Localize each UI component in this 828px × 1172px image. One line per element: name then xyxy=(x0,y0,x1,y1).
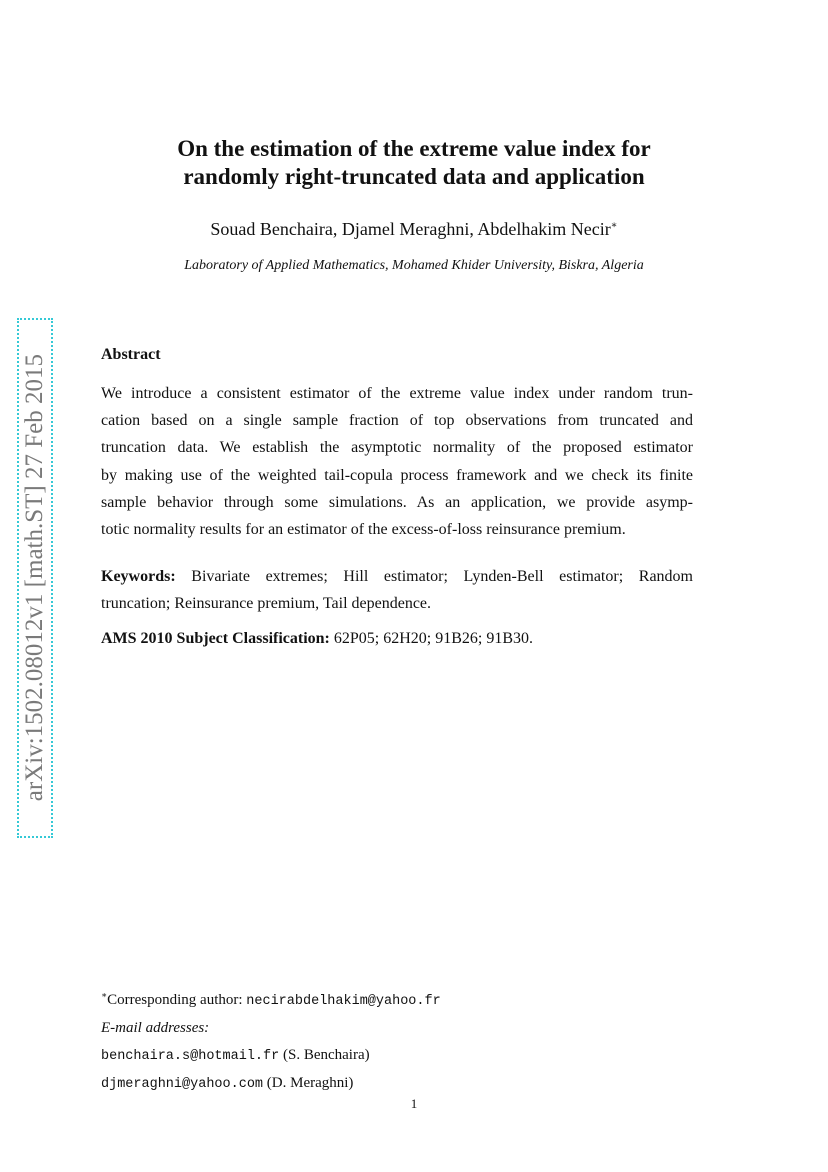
email-entry xyxy=(101,1075,353,1092)
ams-value: 62P05; 62H20; 91B26; 91B30. xyxy=(333,630,534,647)
footnote-mark: ∗ xyxy=(101,990,108,1000)
abstract-heading: Abstract xyxy=(101,346,161,363)
abstract-line: We introduce a consistent estimator of the extreme value index under random trun- xyxy=(101,385,693,402)
page-number: 1 xyxy=(410,1096,418,1111)
keywords-line-1 xyxy=(101,563,693,590)
keywords-line-2: truncation; Reinsurance premium, Tail dependence. xyxy=(101,595,432,613)
keywords-text-1: Bivariate extremes; Hill estimator; Lynden-Bell estimator; Random xyxy=(191,568,693,585)
email-address: benchaira.s@hotmail.fr xyxy=(101,1049,280,1064)
abstract-line: totic normality results for an estimator of the excess-of-loss reinsurance premium. xyxy=(101,521,626,539)
abstract-line: sample behavior through some simulations. As an application, we provide asymp- xyxy=(101,493,693,511)
ams-classification xyxy=(101,628,533,650)
email-entry xyxy=(101,1047,370,1064)
corresponding-footnote xyxy=(101,990,441,1009)
abstract-body xyxy=(101,380,693,543)
email-owner: (D. Meraghni) xyxy=(263,1075,354,1091)
keywords-label: Keywords: xyxy=(101,568,176,585)
title-line-2: randomly right-truncated data and application xyxy=(183,164,645,189)
abstract-line: by making use of the weighted tail-copula process framework and we check its finite xyxy=(101,466,693,484)
corresponding-mark: ∗ xyxy=(610,220,618,231)
email-heading: E-mail addresses: xyxy=(101,1020,210,1036)
corresponding-label: Corresponding author: xyxy=(107,992,247,1008)
abstract-line: truncation data. We establish the asymptotic normality of the proposed estimator xyxy=(101,439,693,457)
corresponding-email: necirabdelhakim@yahoo.fr xyxy=(246,994,441,1009)
ams-label: AMS 2010 Subject Classification: xyxy=(101,630,330,647)
abstract-line: cation based on a single sample fraction of top observations from truncated and xyxy=(101,412,693,430)
keywords xyxy=(101,563,693,617)
author-list xyxy=(0,214,828,241)
authors-text: Souad Benchaira, Djamel Meraghni, Abdelhakim Necir xyxy=(210,219,611,239)
affiliation: Laboratory of Applied Mathematics, Mohamed Khider University, Biskra, Algeria xyxy=(184,258,644,273)
email-owner: (S. Benchaira) xyxy=(279,1047,370,1063)
arxiv-stamp: arXiv:1502.08012v1 [math.ST] 27 Feb 2015 xyxy=(21,354,48,802)
arxiv-stamp-box xyxy=(17,318,53,838)
email-address: djmeraghni@yahoo.com xyxy=(101,1077,264,1092)
title-line-1: On the estimation of the extreme value index for xyxy=(177,136,651,161)
paper-title xyxy=(0,135,828,191)
